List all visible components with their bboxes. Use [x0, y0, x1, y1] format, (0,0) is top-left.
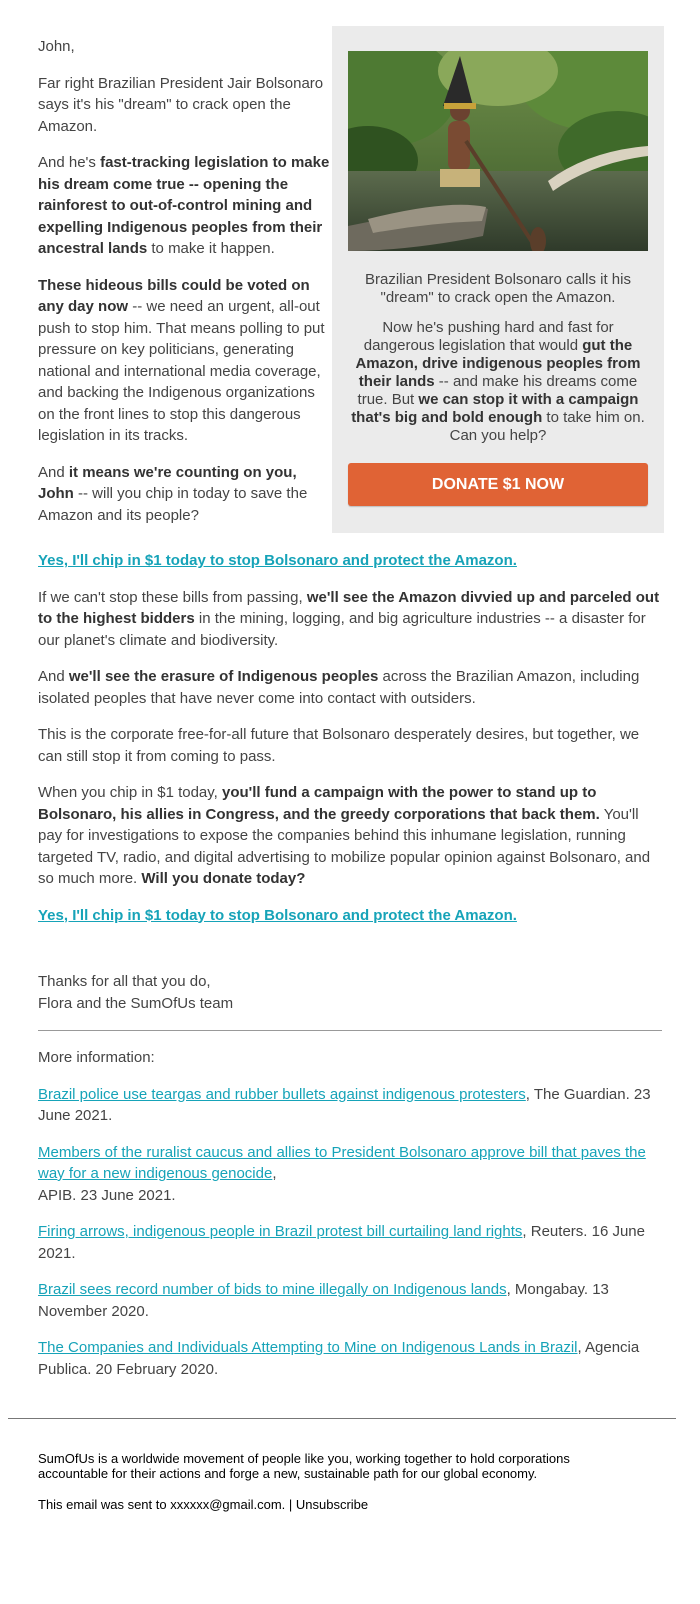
sign-thanks: Thanks for all that you do, [38, 973, 211, 990]
rainforest-river-image [348, 51, 648, 251]
unsubscribe-link[interactable]: Unsubscribe [295, 1497, 369, 1512]
intro-paragraph: Far right Brazilian President Jair Bolsonaro says it's his "dream" to crack open the Amazon. [38, 74, 324, 135]
more-information [38, 1047, 662, 1380]
reference-item: Firing arrows, indigenous people in Brazil protest bill curtailing land rights, Reuters. 16 June 2021. [38, 1223, 645, 1262]
reference-link-reuters[interactable]: Firing arrows, indigenous people in Brazil protest bill curtailing land rights [38, 1223, 523, 1240]
reference-item: Brazil sees record number of bids to mine illegally on Indigenous lands, Mongabay. 13 November 2020. [38, 1281, 609, 1320]
footer-divider [8, 1418, 676, 1419]
chip-in-link-1[interactable]: Yes, I'll chip in $1 today to stop Bolsonaro and protect the Amazon. [38, 552, 517, 569]
reference-item: The Companies and Individuals Attempting to Mine on Indigenous Lands in Brazil, Agencia Publica. 20 February 2020. [38, 1339, 640, 1378]
more-info-label: More information: [38, 1049, 155, 1066]
chip-in-link-2[interactable]: Yes, I'll chip in $1 today to stop Bolsonaro and protect the Amazon. [38, 906, 517, 924]
paragraph-erasure: And we'll see the erasure of Indigenous peoples across the Brazilian Amazon, including isolated peoples that have never come into contact with outsiders. [38, 668, 640, 707]
reference-item: Brazil police use teargas and rubber bullets against indigenous protesters, The Guardian. 23 June 2021. [38, 1085, 651, 1124]
sidebar-pitch: Now he's pushing hard and fast for dangerous legislation that would gut the Amazon, drive indigenous peoples from their lands -- and make his dreams come true. But we can stop it with a campaign that's big and bold enough to take him on. Can you help? [351, 319, 645, 444]
footer-about: SumOfUs is a worldwide movement of people like you, working together to hold corporations accountable for their actions and forge a new, sustainable path for our global economy. [38, 1451, 570, 1481]
signature [38, 971, 662, 1014]
intro-column [38, 36, 332, 541]
paragraph-counting-on-you: And it means we're counting on you, John -- will you chip in today to save the Amazon and its people? [38, 463, 308, 524]
paragraph-free-for-all: This is the corporate free-for-all future that Bolsonaro desperately desires, but together, we can still stop it from coming to pass. [38, 726, 640, 765]
cta-paragraph-1 [38, 550, 662, 572]
paragraph-fast-tracking: And he's fast-tracking legislation to make his dream come true -- opening the rainforest to out-of-control mining and expelling Indigenous peoples from their ancestral lands to make it happen. [38, 154, 330, 257]
photo-caption: Brazilian President Bolsonaro calls it his "dream" to crack open the Amazon. [365, 271, 631, 306]
reference-link-agencia-publica[interactable]: The Companies and Individuals Attempting to Mine on Indigenous Lands in Brazil [38, 1339, 578, 1356]
email-footer [38, 1451, 598, 1528]
email-body [38, 550, 662, 926]
reference-link-mongabay[interactable]: Brazil sees record number of bids to mine illegally on Indigenous lands [38, 1281, 507, 1298]
email-top-section [38, 0, 662, 550]
paragraph-divvied-up: If we can't stop these bills from passing, we'll see the Amazon divvied up and parceled out to the highest bidders in the mining, logging, and big agriculture industries -- a disaster for our planet's climate and biodiversity. [38, 588, 660, 649]
email-content [38, 0, 662, 1395]
reference-link-guardian[interactable]: Brazil police use teargas and rubber bullets against indigenous protesters [38, 1085, 526, 1103]
reference-item: Members of the ruralist caucus and allies to President Bolsonaro approve bill that paves the way for a new indigenous genocide, APIB. 23 June 2021. [38, 1143, 646, 1204]
greeting: John, [38, 38, 75, 55]
paragraph-hideous-bills: These hideous bills could be voted on any day now -- we need an urgent, all-out push to stop him. That means polling to put pressure on key politicians, generating national and international media coverage, and backing the Indigenous organizations on the front lines to stop this dangerous legislation in its tracks. [38, 276, 325, 444]
cta-paragraph-2 [38, 905, 662, 927]
reference-link-apib[interactable]: Members of the ruralist caucus and allies to President Bolsonaro approve bill that paves the way for a new indigenous genocide [38, 1143, 646, 1182]
donation-sidebar [332, 26, 664, 533]
footer-sent-to: This email was sent to xxxxxx@gmail.com. | Unsubscribe [38, 1497, 369, 1512]
sidebar-caption-block [348, 271, 648, 445]
donate-button[interactable]: DONATE $1 NOW [348, 463, 648, 506]
paragraph-fund-campaign: When you chip in $1 today, you'll fund a campaign with the power to stand up to Bolsonaro, his allies in Congress, and the greedy corporations that back them. You'll pay for investigations to expose the companies behind this inhumane legislation, running targeted TV, radio, and digital advertising to mobilize popular opinion against Bolsonaro, and so much more. Will you donate today? [38, 784, 651, 887]
divider [38, 1030, 662, 1031]
amazon-canoe-photo [348, 51, 648, 251]
sign-name: Flora and the SumOfUs team [38, 994, 234, 1012]
